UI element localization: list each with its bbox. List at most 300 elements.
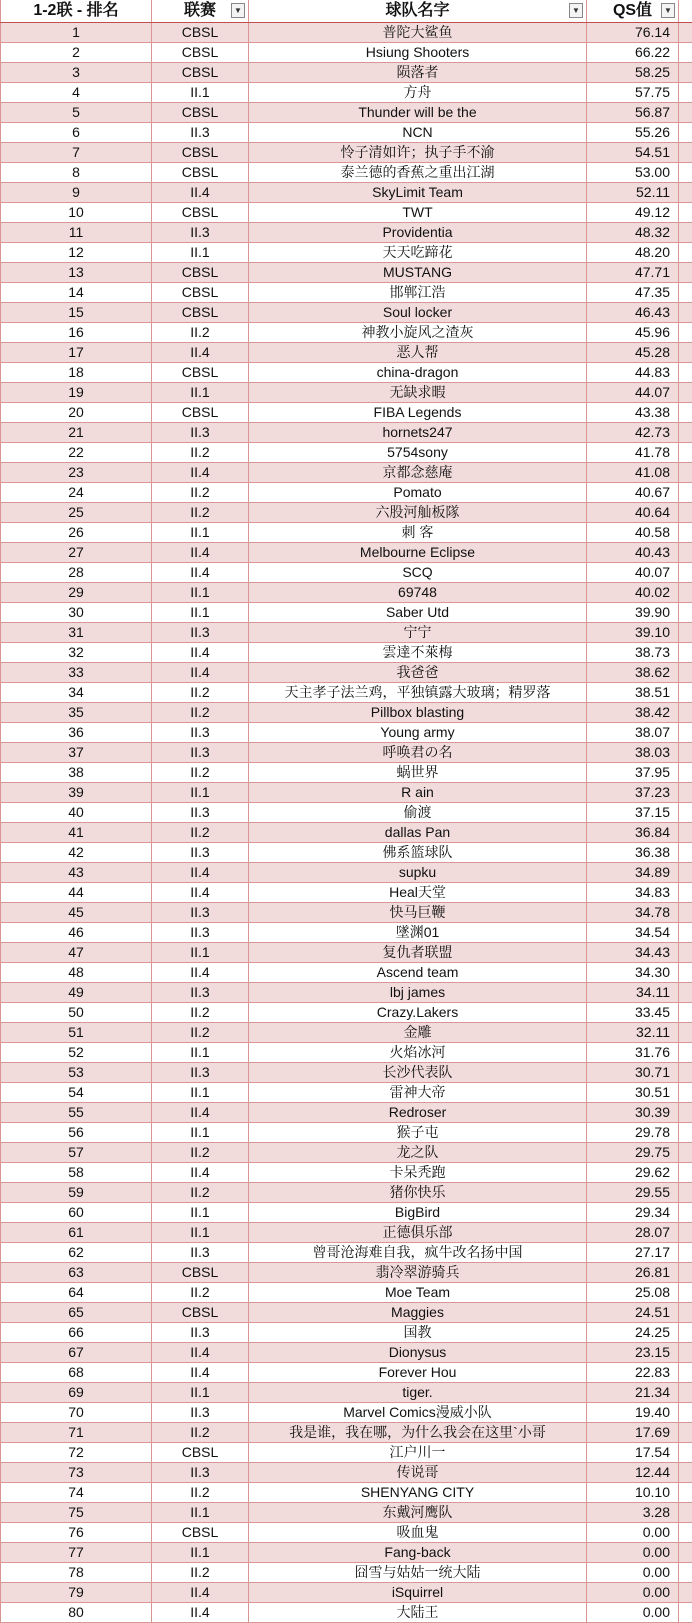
league-cell[interactable]: II.4: [152, 1603, 249, 1622]
rank-cell[interactable]: 11: [0, 223, 152, 242]
rank-cell[interactable]: 10: [0, 203, 152, 222]
league-cell[interactable]: II.4: [152, 863, 249, 882]
team-name-cell[interactable]: 正德俱乐部: [249, 1223, 587, 1242]
team-name-cell[interactable]: 囧雪与姑姑一统大陆: [249, 1563, 587, 1582]
rank-cell[interactable]: 37: [0, 743, 152, 762]
qs-score-cell[interactable]: 38.62: [587, 663, 679, 682]
league-cell[interactable]: CBSL: [152, 1523, 249, 1542]
qs-score-cell[interactable]: 40.07: [587, 563, 679, 582]
league-cell[interactable]: II.2: [152, 1003, 249, 1022]
rank-cell[interactable]: 5: [0, 103, 152, 122]
league-cell[interactable]: II.3: [152, 623, 249, 642]
league-cell[interactable]: CBSL: [152, 43, 249, 62]
rank-cell[interactable]: 14: [0, 283, 152, 302]
league-cell[interactable]: II.2: [152, 1023, 249, 1042]
league-cell[interactable]: II.1: [152, 1543, 249, 1562]
team-name-cell[interactable]: Pillbox blasting: [249, 703, 587, 722]
qs-score-cell[interactable]: 33.45: [587, 1003, 679, 1022]
league-cell[interactable]: II.4: [152, 1103, 249, 1122]
qs-score-cell[interactable]: 40.43: [587, 543, 679, 562]
team-name-cell[interactable]: 天天吃蹄花: [249, 243, 587, 262]
qs-score-cell[interactable]: 30.51: [587, 1083, 679, 1102]
league-cell[interactable]: II.4: [152, 663, 249, 682]
rank-cell[interactable]: 69: [0, 1383, 152, 1402]
rank-cell[interactable]: 79: [0, 1583, 152, 1602]
rank-cell[interactable]: 78: [0, 1563, 152, 1582]
qs-score-cell[interactable]: 0.00: [587, 1583, 679, 1602]
team-name-cell[interactable]: Heal天堂: [249, 883, 587, 902]
team-name-cell[interactable]: 长沙代表队: [249, 1063, 587, 1082]
league-cell[interactable]: II.1: [152, 83, 249, 102]
rank-cell[interactable]: 61: [0, 1223, 152, 1242]
team-name-cell[interactable]: 刺 客: [249, 523, 587, 542]
qs-score-cell[interactable]: 34.54: [587, 923, 679, 942]
rank-cell[interactable]: 43: [0, 863, 152, 882]
league-cell[interactable]: CBSL: [152, 143, 249, 162]
league-cell[interactable]: II.3: [152, 843, 249, 862]
league-cell[interactable]: II.3: [152, 223, 249, 242]
qs-score-cell[interactable]: 12.44: [587, 1463, 679, 1482]
team-name-cell[interactable]: 火焰冰河: [249, 1043, 587, 1062]
qs-score-cell[interactable]: 53.00: [587, 163, 679, 182]
league-cell[interactable]: II.4: [152, 883, 249, 902]
rank-cell[interactable]: 44: [0, 883, 152, 902]
qs-score-cell[interactable]: 28.07: [587, 1223, 679, 1242]
rank-cell[interactable]: 47: [0, 943, 152, 962]
rank-cell[interactable]: 67: [0, 1343, 152, 1362]
team-name-cell[interactable]: SHENYANG CITY: [249, 1483, 587, 1502]
header-team[interactable]: [249, 0, 587, 22]
team-name-cell[interactable]: 卡呆秃跑: [249, 1163, 587, 1182]
rank-cell[interactable]: 9: [0, 183, 152, 202]
league-cell[interactable]: II.2: [152, 823, 249, 842]
league-cell[interactable]: II.2: [152, 1483, 249, 1502]
team-name-cell[interactable]: Dionysus: [249, 1343, 587, 1362]
rank-cell[interactable]: 73: [0, 1463, 152, 1482]
league-cell[interactable]: CBSL: [152, 1263, 249, 1282]
qs-score-cell[interactable]: 45.28: [587, 343, 679, 362]
team-name-cell[interactable]: 大陆王: [249, 1603, 587, 1622]
league-cell[interactable]: II.3: [152, 1063, 249, 1082]
team-name-cell[interactable]: Pomato: [249, 483, 587, 502]
qs-score-cell[interactable]: 47.35: [587, 283, 679, 302]
team-name-cell[interactable]: iSquirrel: [249, 1583, 587, 1602]
league-cell[interactable]: II.4: [152, 563, 249, 582]
rank-cell[interactable]: 63: [0, 1263, 152, 1282]
rank-cell[interactable]: 3: [0, 63, 152, 82]
qs-score-cell[interactable]: 41.08: [587, 463, 679, 482]
team-name-cell[interactable]: FIBA Legends: [249, 403, 587, 422]
team-name-cell[interactable]: Saber Utd: [249, 603, 587, 622]
team-name-cell[interactable]: Soul locker: [249, 303, 587, 322]
qs-score-cell[interactable]: 45.96: [587, 323, 679, 342]
rank-cell[interactable]: 40: [0, 803, 152, 822]
league-cell[interactable]: II.4: [152, 1163, 249, 1182]
team-name-cell[interactable]: 恶人帮: [249, 343, 587, 362]
team-name-cell[interactable]: MUSTANG: [249, 263, 587, 282]
league-cell[interactable]: II.4: [152, 1343, 249, 1362]
league-cell[interactable]: II.3: [152, 803, 249, 822]
qs-score-cell[interactable]: 46.43: [587, 303, 679, 322]
team-name-cell[interactable]: SCQ: [249, 563, 587, 582]
rank-cell[interactable]: 33: [0, 663, 152, 682]
rank-cell[interactable]: 80: [0, 1603, 152, 1622]
qs-score-cell[interactable]: 40.64: [587, 503, 679, 522]
qs-score-cell[interactable]: 0.00: [587, 1563, 679, 1582]
qs-score-cell[interactable]: 40.58: [587, 523, 679, 542]
qs-score-cell[interactable]: 38.07: [587, 723, 679, 742]
league-cell[interactable]: II.1: [152, 943, 249, 962]
team-name-cell[interactable]: 无缺求暇: [249, 383, 587, 402]
league-cell[interactable]: II.1: [152, 1123, 249, 1142]
team-name-cell[interactable]: 六股河舢板隊: [249, 503, 587, 522]
qs-score-cell[interactable]: 55.26: [587, 123, 679, 142]
league-cell[interactable]: CBSL: [152, 363, 249, 382]
league-cell[interactable]: II.3: [152, 1463, 249, 1482]
qs-score-cell[interactable]: 56.87: [587, 103, 679, 122]
qs-score-cell[interactable]: 19.40: [587, 1403, 679, 1422]
team-name-cell[interactable]: 佛系篮球队: [249, 843, 587, 862]
league-cell[interactable]: II.3: [152, 123, 249, 142]
league-cell[interactable]: II.2: [152, 1283, 249, 1302]
team-name-cell[interactable]: 神教小旋风之渣灰: [249, 323, 587, 342]
team-name-cell[interactable]: 江户川一: [249, 1443, 587, 1462]
qs-score-cell[interactable]: 23.15: [587, 1343, 679, 1362]
rank-cell[interactable]: 15: [0, 303, 152, 322]
rank-cell[interactable]: 2: [0, 43, 152, 62]
rank-cell[interactable]: 45: [0, 903, 152, 922]
league-cell[interactable]: II.2: [152, 1143, 249, 1162]
league-cell[interactable]: II.1: [152, 583, 249, 602]
team-name-cell[interactable]: Thunder will be the: [249, 103, 587, 122]
league-cell[interactable]: II.4: [152, 543, 249, 562]
rank-cell[interactable]: 59: [0, 1183, 152, 1202]
rank-cell[interactable]: 70: [0, 1403, 152, 1422]
qs-score-cell[interactable]: 52.11: [587, 183, 679, 202]
league-cell[interactable]: II.2: [152, 323, 249, 342]
league-cell[interactable]: CBSL: [152, 263, 249, 282]
league-cell[interactable]: II.2: [152, 763, 249, 782]
rank-cell[interactable]: 18: [0, 363, 152, 382]
rank-cell[interactable]: 75: [0, 1503, 152, 1522]
league-cell[interactable]: II.4: [152, 1583, 249, 1602]
team-name-cell[interactable]: 天主孝子法兰鸡，平独镇露大玻璃；精罗落: [249, 683, 587, 702]
league-cell[interactable]: II.1: [152, 1383, 249, 1402]
rank-cell[interactable]: 74: [0, 1483, 152, 1502]
team-name-cell[interactable]: tiger.: [249, 1383, 587, 1402]
rank-cell[interactable]: 8: [0, 163, 152, 182]
qs-score-cell[interactable]: 27.17: [587, 1243, 679, 1262]
league-cell[interactable]: II.1: [152, 1083, 249, 1102]
team-name-cell[interactable]: Fang-back: [249, 1543, 587, 1562]
rank-cell[interactable]: 30: [0, 603, 152, 622]
rank-cell[interactable]: 17: [0, 343, 152, 362]
team-name-cell[interactable]: Redroser: [249, 1103, 587, 1122]
team-name-cell[interactable]: 传说哥: [249, 1463, 587, 1482]
league-cell[interactable]: II.3: [152, 1243, 249, 1262]
league-cell[interactable]: II.4: [152, 1363, 249, 1382]
qs-score-cell[interactable]: 41.78: [587, 443, 679, 462]
team-name-cell[interactable]: china-dragon: [249, 363, 587, 382]
qs-score-cell[interactable]: 54.51: [587, 143, 679, 162]
rank-cell[interactable]: 68: [0, 1363, 152, 1382]
league-cell[interactable]: II.2: [152, 703, 249, 722]
rank-cell[interactable]: 29: [0, 583, 152, 602]
team-name-cell[interactable]: hornets247: [249, 423, 587, 442]
qs-score-cell[interactable]: 29.62: [587, 1163, 679, 1182]
league-cell[interactable]: CBSL: [152, 303, 249, 322]
qs-score-cell[interactable]: 36.84: [587, 823, 679, 842]
qs-score-cell[interactable]: 3.28: [587, 1503, 679, 1522]
qs-score-cell[interactable]: 58.25: [587, 63, 679, 82]
rank-cell[interactable]: 66: [0, 1323, 152, 1342]
rank-cell[interactable]: 6: [0, 123, 152, 142]
rank-cell[interactable]: 51: [0, 1023, 152, 1042]
league-cell[interactable]: CBSL: [152, 163, 249, 182]
qs-score-cell[interactable]: 44.07: [587, 383, 679, 402]
rank-cell[interactable]: 41: [0, 823, 152, 842]
team-name-cell[interactable]: TWT: [249, 203, 587, 222]
league-cell[interactable]: II.1: [152, 1043, 249, 1062]
qs-score-cell[interactable]: 34.11: [587, 983, 679, 1002]
rank-cell[interactable]: 21: [0, 423, 152, 442]
league-cell[interactable]: II.1: [152, 243, 249, 262]
league-cell[interactable]: CBSL: [152, 1443, 249, 1462]
qs-score-cell[interactable]: 34.83: [587, 883, 679, 902]
qs-score-cell[interactable]: 57.75: [587, 83, 679, 102]
team-name-cell[interactable]: 曾哥沧海难自我，疯牛改名扬中国: [249, 1243, 587, 1262]
qs-score-cell[interactable]: 32.11: [587, 1023, 679, 1042]
qs-score-cell[interactable]: 40.67: [587, 483, 679, 502]
rank-cell[interactable]: 27: [0, 543, 152, 562]
rank-cell[interactable]: 71: [0, 1423, 152, 1442]
qs-score-cell[interactable]: 29.78: [587, 1123, 679, 1142]
qs-score-cell[interactable]: 0.00: [587, 1603, 679, 1622]
rank-cell[interactable]: 13: [0, 263, 152, 282]
qs-score-cell[interactable]: 44.83: [587, 363, 679, 382]
team-name-cell[interactable]: Young army: [249, 723, 587, 742]
team-name-cell[interactable]: 雲達不萊梅: [249, 643, 587, 662]
team-name-cell[interactable]: supku: [249, 863, 587, 882]
league-cell[interactable]: II.2: [152, 1183, 249, 1202]
team-name-cell[interactable]: 普陀大鲨鱼: [249, 23, 587, 42]
rank-cell[interactable]: 31: [0, 623, 152, 642]
league-cell[interactable]: II.4: [152, 963, 249, 982]
team-name-cell[interactable]: 雷神大帝: [249, 1083, 587, 1102]
league-cell[interactable]: II.1: [152, 1223, 249, 1242]
team-name-cell[interactable]: 吸血鬼: [249, 1523, 587, 1542]
team-name-cell[interactable]: Hsiung Shooters: [249, 43, 587, 62]
qs-score-cell[interactable]: 38.51: [587, 683, 679, 702]
qs-score-cell[interactable]: 36.38: [587, 843, 679, 862]
team-name-cell[interactable]: 京都念慈庵: [249, 463, 587, 482]
league-cell[interactable]: II.1: [152, 1203, 249, 1222]
league-cell[interactable]: CBSL: [152, 403, 249, 422]
header-rank[interactable]: 1-2联 - 排名: [0, 0, 152, 22]
rank-cell[interactable]: 24: [0, 483, 152, 502]
rank-cell[interactable]: 1: [0, 23, 152, 42]
team-name-cell[interactable]: 我爸爸: [249, 663, 587, 682]
team-name-cell[interactable]: dallas Pan: [249, 823, 587, 842]
team-name-cell[interactable]: Ascend team: [249, 963, 587, 982]
league-cell[interactable]: II.1: [152, 783, 249, 802]
rank-cell[interactable]: 54: [0, 1083, 152, 1102]
rank-cell[interactable]: 55: [0, 1103, 152, 1122]
team-name-cell[interactable]: R ain: [249, 783, 587, 802]
team-name-cell[interactable]: Forever Hou: [249, 1363, 587, 1382]
qs-score-cell[interactable]: 39.90: [587, 603, 679, 622]
rank-cell[interactable]: 26: [0, 523, 152, 542]
league-cell[interactable]: II.1: [152, 1503, 249, 1522]
league-cell[interactable]: CBSL: [152, 1303, 249, 1322]
qs-score-cell[interactable]: 37.15: [587, 803, 679, 822]
league-cell[interactable]: II.2: [152, 683, 249, 702]
rank-cell[interactable]: 7: [0, 143, 152, 162]
rank-cell[interactable]: 38: [0, 763, 152, 782]
team-name-cell[interactable]: 猴子屯: [249, 1123, 587, 1142]
qs-score-cell[interactable]: 38.03: [587, 743, 679, 762]
team-name-cell[interactable]: SkyLimit Team: [249, 183, 587, 202]
rank-cell[interactable]: 65: [0, 1303, 152, 1322]
rank-cell[interactable]: 64: [0, 1283, 152, 1302]
league-cell[interactable]: II.3: [152, 923, 249, 942]
rank-cell[interactable]: 19: [0, 383, 152, 402]
qs-score-cell[interactable]: 39.10: [587, 623, 679, 642]
qs-score-cell[interactable]: 66.22: [587, 43, 679, 62]
rank-cell[interactable]: 48: [0, 963, 152, 982]
rank-cell[interactable]: 35: [0, 703, 152, 722]
rank-cell[interactable]: 50: [0, 1003, 152, 1022]
qs-score-cell[interactable]: 34.78: [587, 903, 679, 922]
rank-cell[interactable]: 56: [0, 1123, 152, 1142]
qs-score-cell[interactable]: 34.89: [587, 863, 679, 882]
league-cell[interactable]: II.3: [152, 903, 249, 922]
league-cell[interactable]: II.3: [152, 1323, 249, 1342]
rank-cell[interactable]: 76: [0, 1523, 152, 1542]
league-cell[interactable]: II.3: [152, 723, 249, 742]
rank-cell[interactable]: 57: [0, 1143, 152, 1162]
rank-cell[interactable]: 20: [0, 403, 152, 422]
league-cell[interactable]: CBSL: [152, 63, 249, 82]
team-name-cell[interactable]: Melbourne Eclipse: [249, 543, 587, 562]
qs-score-cell[interactable]: 38.42: [587, 703, 679, 722]
qs-score-cell[interactable]: 29.55: [587, 1183, 679, 1202]
rank-cell[interactable]: 42: [0, 843, 152, 862]
qs-score-cell[interactable]: 30.71: [587, 1063, 679, 1082]
league-cell[interactable]: II.2: [152, 503, 249, 522]
rank-cell[interactable]: 28: [0, 563, 152, 582]
rank-cell[interactable]: 46: [0, 923, 152, 942]
team-name-cell[interactable]: 蜗世界: [249, 763, 587, 782]
team-name-cell[interactable]: Maggies: [249, 1303, 587, 1322]
league-cell[interactable]: II.2: [152, 1423, 249, 1442]
qs-score-cell[interactable]: 25.08: [587, 1283, 679, 1302]
qs-score-cell[interactable]: 43.38: [587, 403, 679, 422]
qs-score-cell[interactable]: 17.54: [587, 1443, 679, 1462]
team-name-cell[interactable]: lbj james: [249, 983, 587, 1002]
dropdown-arrow-icon[interactable]: ▼: [231, 3, 245, 18]
team-name-cell[interactable]: BigBird: [249, 1203, 587, 1222]
team-name-cell[interactable]: Crazy.Lakers: [249, 1003, 587, 1022]
league-cell[interactable]: II.2: [152, 483, 249, 502]
team-name-cell[interactable]: 泰兰德的香蕉之重出江湖: [249, 163, 587, 182]
rank-cell[interactable]: 77: [0, 1543, 152, 1562]
team-name-cell[interactable]: 翡冷翠游骑兵: [249, 1263, 587, 1282]
rank-cell[interactable]: 52: [0, 1043, 152, 1062]
qs-score-cell[interactable]: 42.73: [587, 423, 679, 442]
team-name-cell[interactable]: Marvel Comics漫威小队: [249, 1403, 587, 1422]
qs-score-cell[interactable]: 21.34: [587, 1383, 679, 1402]
qs-score-cell[interactable]: 10.10: [587, 1483, 679, 1502]
qs-score-cell[interactable]: 26.81: [587, 1263, 679, 1282]
league-cell[interactable]: II.3: [152, 1403, 249, 1422]
qs-score-cell[interactable]: 76.14: [587, 23, 679, 42]
qs-score-cell[interactable]: 29.75: [587, 1143, 679, 1162]
league-cell[interactable]: II.2: [152, 443, 249, 462]
qs-score-cell[interactable]: 48.32: [587, 223, 679, 242]
team-name-cell[interactable]: 陨落者: [249, 63, 587, 82]
rank-cell[interactable]: 34: [0, 683, 152, 702]
league-cell[interactable]: II.4: [152, 463, 249, 482]
rank-cell[interactable]: 23: [0, 463, 152, 482]
team-name-cell[interactable]: 国教: [249, 1323, 587, 1342]
league-cell[interactable]: CBSL: [152, 103, 249, 122]
team-name-cell[interactable]: 复仇者联盟: [249, 943, 587, 962]
qs-score-cell[interactable]: 0.00: [587, 1543, 679, 1562]
header-league[interactable]: [152, 0, 249, 22]
qs-score-cell[interactable]: 37.95: [587, 763, 679, 782]
league-cell[interactable]: CBSL: [152, 283, 249, 302]
team-name-cell[interactable]: 5754sony: [249, 443, 587, 462]
rank-cell[interactable]: 36: [0, 723, 152, 742]
rank-cell[interactable]: 72: [0, 1443, 152, 1462]
rank-cell[interactable]: 25: [0, 503, 152, 522]
rank-cell[interactable]: 4: [0, 83, 152, 102]
rank-cell[interactable]: 16: [0, 323, 152, 342]
rank-cell[interactable]: 58: [0, 1163, 152, 1182]
league-cell[interactable]: II.1: [152, 523, 249, 542]
team-name-cell[interactable]: 怜子清如许；执子手不渝: [249, 143, 587, 162]
team-name-cell[interactable]: 69748: [249, 583, 587, 602]
qs-score-cell[interactable]: 38.73: [587, 643, 679, 662]
qs-score-cell[interactable]: 40.02: [587, 583, 679, 602]
rank-cell[interactable]: 39: [0, 783, 152, 802]
qs-score-cell[interactable]: 34.30: [587, 963, 679, 982]
dropdown-arrow-icon[interactable]: ▼: [569, 3, 583, 18]
team-name-cell[interactable]: 东戴河鹰队: [249, 1503, 587, 1522]
qs-score-cell[interactable]: 22.83: [587, 1363, 679, 1382]
team-name-cell[interactable]: Moe Team: [249, 1283, 587, 1302]
league-cell[interactable]: CBSL: [152, 23, 249, 42]
team-name-cell[interactable]: 金雕: [249, 1023, 587, 1042]
team-name-cell[interactable]: 龙之队: [249, 1143, 587, 1162]
team-name-cell[interactable]: 宁宁: [249, 623, 587, 642]
rank-cell[interactable]: 22: [0, 443, 152, 462]
rank-cell[interactable]: 49: [0, 983, 152, 1002]
qs-score-cell[interactable]: 24.51: [587, 1303, 679, 1322]
qs-score-cell[interactable]: 47.71: [587, 263, 679, 282]
qs-score-cell[interactable]: 29.34: [587, 1203, 679, 1222]
qs-score-cell[interactable]: 24.25: [587, 1323, 679, 1342]
team-name-cell[interactable]: 偷渡: [249, 803, 587, 822]
qs-score-cell[interactable]: 17.69: [587, 1423, 679, 1442]
sort-filter-icon[interactable]: ▼: [661, 3, 675, 18]
qs-score-cell[interactable]: 48.20: [587, 243, 679, 262]
rank-cell[interactable]: 60: [0, 1203, 152, 1222]
league-cell[interactable]: II.4: [152, 643, 249, 662]
team-name-cell[interactable]: 呼唤君の名: [249, 743, 587, 762]
league-cell[interactable]: II.1: [152, 383, 249, 402]
